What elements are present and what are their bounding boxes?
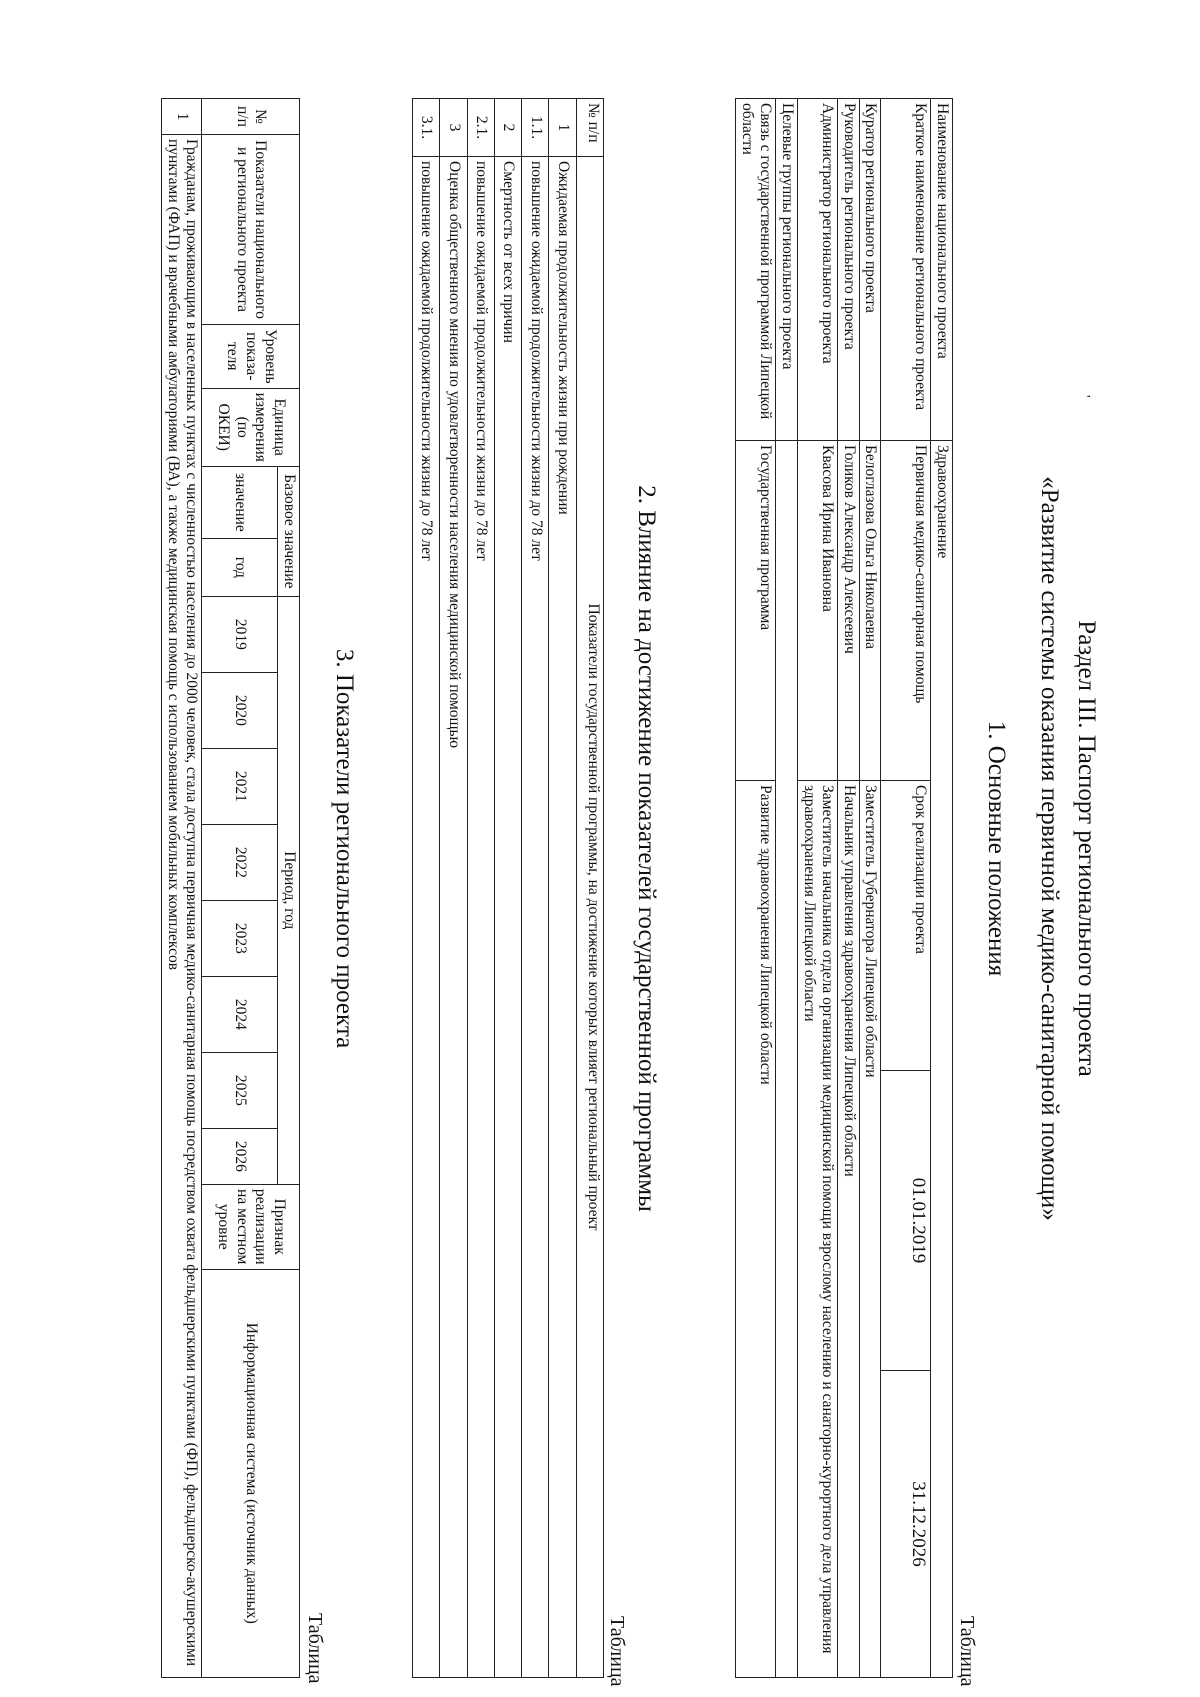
- year-header: 2025: [202, 1052, 278, 1128]
- table-row: [776, 99, 798, 1678]
- section3-title: 3. Показатели регионального проекта: [331, 648, 358, 1049]
- row-program: Развитие здравоохранения Липецкой области: [736, 781, 776, 1678]
- row-indicator: Ожидаемая продолжительность жизни при рождении: [549, 157, 576, 1678]
- row-person: Белоглазова Ольга Николаевна: [859, 441, 881, 781]
- table-row: [838, 99, 860, 1678]
- row-indicator: Гражданам, проживающим в населенных пунктах с численностью населения до 2000 человек, стала доступна первичная медико-санитарная помощь посредством охвата фельдшерскими пунктами (ФП), фельдшерско-акушерскими пунктами (ФАП) и врачебными амбулаториями (ВА), а также медицинская помощь с использованием мобильных комплексов: [162, 135, 202, 1678]
- row-indicator: повышение ожидаемой продолжительности жизни до 78 лет: [413, 157, 440, 1678]
- row-value: Первичная медико-санитарная помощь: [881, 441, 931, 781]
- table-row: [881, 99, 931, 1678]
- table-row: [413, 99, 440, 1678]
- row-position: Заместитель начальника отдела организации медицинской помощи взрослому населению и санаторно-курортного дела управления здравоохранения Липецкой области: [798, 781, 838, 1678]
- year-header: 2026: [202, 1128, 278, 1184]
- row-indicator: Смертность от всех причин: [494, 157, 521, 1678]
- row-value: Государственная программа: [736, 441, 776, 781]
- col-num-header: № п/п: [576, 99, 603, 157]
- table-row: [440, 99, 467, 1678]
- table-row: [467, 99, 494, 1678]
- col-base-value-header: значение: [202, 466, 278, 538]
- table-row: [859, 99, 881, 1678]
- row-value: Здравоохранение: [931, 441, 953, 1678]
- row-indicator: повышение ожидаемой продолжительности жизни до 78 лет: [522, 157, 549, 1678]
- col-base-header: Базовое значение: [278, 466, 300, 596]
- year-header: 2024: [202, 976, 278, 1052]
- col-level-header: Уровень показа-теля: [202, 325, 300, 389]
- project-title: «Развитие системы оказания первичной медико-санитарной помощи»: [1036, 476, 1063, 1221]
- row-label: Краткое наименование регионального проекта: [881, 99, 931, 441]
- row-label: Целевые группы регионального проекта: [776, 99, 798, 441]
- row-indicator: Оценка общественного мнения по удовлетворенности населения медицинской помощью: [440, 157, 467, 1678]
- year-header: 2020: [202, 672, 278, 748]
- section3-table-label: Таблица: [304, 1613, 326, 1684]
- col-unit-header: Единица измерения (по ОКЕИ): [202, 388, 300, 466]
- row-num: 1: [162, 99, 202, 135]
- table-row: [736, 99, 776, 1678]
- program-indicators-table: [412, 98, 604, 1678]
- row-label: Наименование национального проекта: [931, 99, 953, 441]
- row-num: 2.1.: [467, 99, 494, 157]
- section1-title: 1. Основные положения: [983, 720, 1010, 977]
- col-indicator-header: Показатели национального и регионального проекта: [202, 135, 300, 325]
- row-label: Руководитель регионального проекта: [838, 99, 860, 441]
- table-row: [549, 99, 576, 1678]
- year-header: 2023: [202, 900, 278, 976]
- table-row: [162, 99, 202, 1678]
- row-num: 2: [494, 99, 521, 157]
- row-num: 1.1.: [522, 99, 549, 157]
- col-base-year-header: год: [202, 538, 278, 596]
- col-source-header: Информационная система (источник данных): [202, 1269, 300, 1677]
- row-indicator: повышение ожидаемой продолжительности жизни до 78 лет: [467, 157, 494, 1678]
- row-person: Квасова Ирина Ивановна: [798, 441, 838, 781]
- year-header: 2019: [202, 596, 278, 672]
- row-num: 1: [549, 99, 576, 157]
- term-start: 01.01.2019: [881, 1071, 931, 1371]
- table-row: [798, 99, 838, 1678]
- table-header-row: [278, 99, 300, 1678]
- row-label: Администратор регионального проекта: [798, 99, 838, 441]
- row-value: [776, 441, 798, 1678]
- stray-mark: ': [1077, 395, 1092, 398]
- row-person: Голиков Александр Алексеевич: [838, 441, 860, 781]
- col-indicator-header: Показатели государственной программы, на достижение которых влияет региональный проект: [576, 157, 603, 1678]
- term-label: Срок реализации проекта: [881, 781, 931, 1071]
- table-header-row: [576, 99, 603, 1678]
- section2-table-label: Таблица: [606, 1616, 628, 1687]
- row-position: Начальник управления здравоохранения Липецкой области: [838, 781, 860, 1678]
- row-num: 3: [440, 99, 467, 157]
- project-indicators-table: [161, 98, 300, 1678]
- col-num-header: № п/п: [202, 99, 300, 135]
- col-local-header: Признак реализации на местном уровне: [202, 1184, 300, 1269]
- table-row: [494, 99, 521, 1678]
- basic-provisions-table: [735, 98, 953, 1678]
- row-label: Связь с государственной программой Липецкой области: [736, 99, 776, 441]
- year-header: 2021: [202, 748, 278, 824]
- row-position: Заместитель Губернатора Липецкой области: [859, 781, 881, 1678]
- col-period-header: Период, год: [278, 596, 300, 1184]
- section-title: Раздел III. Паспорт регионального проекта: [1073, 620, 1100, 1077]
- section1-table-label: Таблица: [956, 1616, 978, 1687]
- row-label: Куратор регионального проекта: [859, 99, 881, 441]
- year-header: 2022: [202, 824, 278, 900]
- term-end: 31.12.2026: [881, 1371, 931, 1678]
- table-row: [931, 99, 953, 1678]
- table-row: [522, 99, 549, 1678]
- row-num: 3.1.: [413, 99, 440, 157]
- section2-title: 2. Влияние на достижение показателей государственной программы: [633, 485, 660, 1212]
